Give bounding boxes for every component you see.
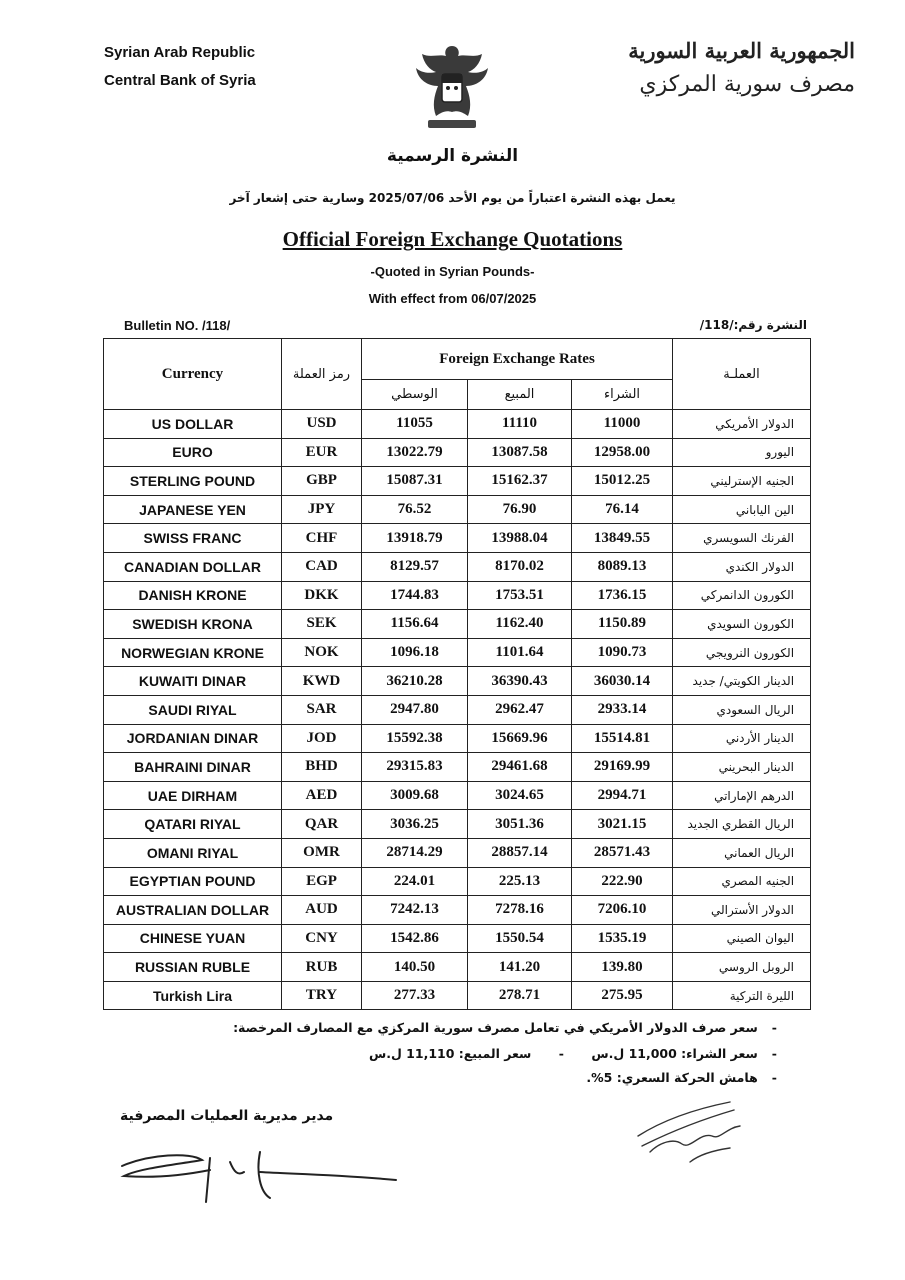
sell-rate: 1753.51	[468, 581, 572, 610]
currency-name-ar: الليرة التركية	[673, 981, 811, 1010]
currency-name-ar: الدولار الأسترالي	[673, 896, 811, 925]
currency-code: DKK	[282, 581, 362, 610]
currency-name: QATARI RIYAL	[104, 810, 282, 839]
bulletin-effect-ar: يعمل بهذه النشرة اعتباراً من يوم الأحد 2025/07/06 وسارية حتى إشعار آخر	[229, 191, 676, 205]
sell-rate: 13988.04	[468, 524, 572, 553]
buy-rate: 139.80	[572, 953, 673, 982]
currency-name: OMANI RIYAL	[104, 838, 282, 867]
buy-rate: 3021.15	[572, 810, 673, 839]
mid-rate: 15592.38	[362, 724, 468, 753]
currency-code: QAR	[282, 810, 362, 839]
currency-name-ar: الدينار الكويتي/ جديد	[673, 667, 811, 696]
note-usd-rate-text: سعر صرف الدولار الأمريكي في تعامل مصرف سورية المركزي مع المصارف المرخصة:	[233, 1020, 758, 1035]
buy-rate: 2994.71	[572, 781, 673, 810]
mid-rate: 3009.68	[362, 781, 468, 810]
table-row	[104, 667, 811, 696]
sell-rate: 2962.47	[468, 695, 572, 724]
currency-name: CANADIAN DOLLAR	[104, 552, 282, 581]
mid-rate: 2947.80	[362, 695, 468, 724]
table-row	[104, 781, 811, 810]
buy-rate: 1090.73	[572, 638, 673, 667]
sell-rate: 15669.96	[468, 724, 572, 753]
note-margin-text: هامش الحركة السعري: 5%.	[586, 1070, 758, 1085]
currency-code: TRY	[282, 981, 362, 1010]
header-currency-ar: العملـة	[673, 339, 811, 410]
currency-name-ar: الكورون النرويجي	[673, 638, 811, 667]
table-row	[104, 867, 811, 896]
currency-code: NOK	[282, 638, 362, 667]
rate-rows	[104, 410, 811, 1010]
sell-rate: 1550.54	[468, 924, 572, 953]
signatory-title: مدير مديرية العمليات المصرفية	[120, 1108, 334, 1124]
currency-code: OMR	[282, 838, 362, 867]
buy-rate: 2933.14	[572, 695, 673, 724]
currency-name-ar: الدرهم الإماراتي	[673, 781, 811, 810]
currency-name-ar: اليوان الصيني	[673, 924, 811, 953]
note-buy-sell: -سعر الشراء: 11,000 ل.س-سعر المبيع: 11,110 ل.س	[368, 1046, 777, 1061]
table-row	[104, 695, 811, 724]
sell-rate: 141.20	[468, 953, 572, 982]
mid-rate: 28714.29	[362, 838, 468, 867]
table-row	[104, 552, 811, 581]
mid-rate: 8129.57	[362, 552, 468, 581]
table-row	[104, 438, 811, 467]
header-currency: Currency	[104, 339, 282, 410]
sell-rate: 13087.58	[468, 438, 572, 467]
currency-name: NORWEGIAN KRONE	[104, 638, 282, 667]
mid-rate: 29315.83	[362, 753, 468, 782]
table-row	[104, 981, 811, 1010]
bank-name-en: Central Bank of Syria	[104, 72, 256, 89]
director-signature	[110, 1132, 410, 1222]
sell-rate: 278.71	[468, 981, 572, 1010]
currency-name: KUWAITI DINAR	[104, 667, 282, 696]
currency-name: US DOLLAR	[104, 410, 282, 439]
buy-rate: 36030.14	[572, 667, 673, 696]
buy-rate: 29169.99	[572, 753, 673, 782]
currency-code: JOD	[282, 724, 362, 753]
sell-rate: 1101.64	[468, 638, 572, 667]
table-row	[104, 610, 811, 639]
buy-rate: 222.90	[572, 867, 673, 896]
official-signature	[630, 1092, 750, 1170]
bulletin-number-en: Bulletin NO. /118/	[124, 318, 231, 333]
currency-name: BAHRAINI DINAR	[104, 753, 282, 782]
currency-name-ar: الريال السعودي	[673, 695, 811, 724]
sell-rate: 76.90	[468, 495, 572, 524]
currency-code: SEK	[282, 610, 362, 639]
buy-rate: 275.95	[572, 981, 673, 1010]
buy-rate: 28571.43	[572, 838, 673, 867]
table-row	[104, 924, 811, 953]
currency-name-ar: الين الياباني	[673, 495, 811, 524]
table-row	[104, 838, 811, 867]
sell-rate: 3024.65	[468, 781, 572, 810]
syrian-eagle-emblem	[412, 40, 492, 134]
currency-name: EGYPTIAN POUND	[104, 867, 282, 896]
currency-code: JPY	[282, 495, 362, 524]
table-row	[104, 467, 811, 496]
sell-rate: 15162.37	[468, 467, 572, 496]
currency-name-ar: الفرنك السويسري	[673, 524, 811, 553]
currency-name-ar: الريال القطري الجديد	[673, 810, 811, 839]
buy-rate: 15514.81	[572, 724, 673, 753]
buy-rate: 8089.13	[572, 552, 673, 581]
mid-rate: 36210.28	[362, 667, 468, 696]
currency-name: SWISS FRANC	[104, 524, 282, 553]
currency-name-ar: الدينار البحريني	[673, 753, 811, 782]
table-row	[104, 495, 811, 524]
sell-rate: 225.13	[468, 867, 572, 896]
currency-code: EGP	[282, 867, 362, 896]
table-row	[104, 896, 811, 925]
header-code-ar: رمز العملة	[282, 339, 362, 410]
currency-code: GBP	[282, 467, 362, 496]
mid-rate: 7242.13	[362, 896, 468, 925]
header-rates: Foreign Exchange Rates	[362, 339, 673, 380]
mid-rate: 277.33	[362, 981, 468, 1010]
currency-name: JORDANIAN DINAR	[104, 724, 282, 753]
effective-date-label: With effect from 06/07/2025	[368, 291, 537, 306]
country-name-en: Syrian Arab Republic	[104, 44, 256, 61]
currency-name-ar: الدينار الأردني	[673, 724, 811, 753]
table-row	[104, 638, 811, 667]
currency-name-ar: الروبل الروسي	[673, 953, 811, 982]
country-name-ar: الجمهورية العربية السورية	[628, 38, 855, 63]
currency-name-ar: اليورو	[673, 438, 811, 467]
note-usd-rate: -سعر صرف الدولار الأمريكي في تعامل مصرف سورية المركزي مع المصارف المرخصة:	[233, 1020, 777, 1035]
sell-rate: 29461.68	[468, 753, 572, 782]
currency-name: SWEDISH KRONA	[104, 610, 282, 639]
table-row	[104, 724, 811, 753]
table-row	[104, 953, 811, 982]
currency-name: EURO	[104, 438, 282, 467]
note-buy-rate: سعر الشراء: 11,000 ل.س	[591, 1046, 758, 1061]
mid-rate: 224.01	[362, 867, 468, 896]
mid-rate: 140.50	[362, 953, 468, 982]
quoted-in-label: -Quoted in Syrian Pounds-	[370, 264, 535, 279]
currency-name-ar: الكورون الدانمركي	[673, 581, 811, 610]
currency-name: Turkish Lira	[104, 981, 282, 1010]
sell-rate: 11110	[468, 410, 572, 439]
currency-name: RUSSIAN RUBLE	[104, 953, 282, 982]
mid-rate: 1156.64	[362, 610, 468, 639]
currency-name-ar: الريال العماني	[673, 838, 811, 867]
currency-name-ar: الجنيه الإسترليني	[673, 467, 811, 496]
buy-rate: 11000	[572, 410, 673, 439]
mid-rate: 1096.18	[362, 638, 468, 667]
currency-code: USD	[282, 410, 362, 439]
header-sell-ar: المبيع	[468, 380, 572, 410]
currency-code: CHF	[282, 524, 362, 553]
currency-code: AED	[282, 781, 362, 810]
exchange-rates-table	[103, 338, 811, 1010]
table-row	[104, 581, 811, 610]
sell-rate: 36390.43	[468, 667, 572, 696]
currency-name-ar: الجنيه المصري	[673, 867, 811, 896]
currency-code: AUD	[282, 896, 362, 925]
table-row	[104, 810, 811, 839]
buy-rate: 76.14	[572, 495, 673, 524]
currency-code: RUB	[282, 953, 362, 982]
buy-rate: 13849.55	[572, 524, 673, 553]
table-row	[104, 753, 811, 782]
currency-name: STERLING POUND	[104, 467, 282, 496]
currency-code: EUR	[282, 438, 362, 467]
currency-name-ar: الدولار الكندي	[673, 552, 811, 581]
currency-name: UAE DIRHAM	[104, 781, 282, 810]
bulletin-title-en: Official Foreign Exchange Quotations	[282, 227, 623, 251]
buy-rate: 15012.25	[572, 467, 673, 496]
sell-rate: 3051.36	[468, 810, 572, 839]
mid-rate: 15087.31	[362, 467, 468, 496]
currency-name-ar: الكورون السويدي	[673, 610, 811, 639]
sell-rate: 8170.02	[468, 552, 572, 581]
currency-code: BHD	[282, 753, 362, 782]
mid-rate: 1542.86	[362, 924, 468, 953]
header-mid-ar: الوسطي	[362, 380, 468, 410]
note-sell-rate: سعر المبيع: 11,110 ل.س	[368, 1046, 532, 1061]
mid-rate: 13022.79	[362, 438, 468, 467]
buy-rate: 1535.19	[572, 924, 673, 953]
currency-code: KWD	[282, 667, 362, 696]
buy-rate: 7206.10	[572, 896, 673, 925]
mid-rate: 13918.79	[362, 524, 468, 553]
currency-name: DANISH KRONE	[104, 581, 282, 610]
sell-rate: 1162.40	[468, 610, 572, 639]
currency-name: SAUDI RIYAL	[104, 695, 282, 724]
note-margin: -هامش الحركة السعري: 5%.	[586, 1070, 777, 1085]
mid-rate: 1744.83	[362, 581, 468, 610]
bulletin-number-ar: النشرة رقم:/118/	[699, 318, 807, 332]
table-row	[104, 410, 811, 439]
buy-rate: 1150.89	[572, 610, 673, 639]
mid-rate: 3036.25	[362, 810, 468, 839]
mid-rate: 76.52	[362, 495, 468, 524]
currency-code: CAD	[282, 552, 362, 581]
currency-code: CNY	[282, 924, 362, 953]
currency-name-ar: الدولار الأمريكي	[673, 410, 811, 439]
header-buy-ar: الشراء	[572, 380, 673, 410]
buy-rate: 12958.00	[572, 438, 673, 467]
bulletin-title-ar: النشرة الرسمية	[386, 146, 519, 166]
bank-name-ar: مصرف سورية المركزي	[639, 72, 855, 97]
currency-code: SAR	[282, 695, 362, 724]
currency-name: AUSTRALIAN DOLLAR	[104, 896, 282, 925]
mid-rate: 11055	[362, 410, 468, 439]
currency-name: JAPANESE YEN	[104, 495, 282, 524]
table-row	[104, 524, 811, 553]
sell-rate: 7278.16	[468, 896, 572, 925]
buy-rate: 1736.15	[572, 581, 673, 610]
sell-rate: 28857.14	[468, 838, 572, 867]
currency-name: CHINESE YUAN	[104, 924, 282, 953]
